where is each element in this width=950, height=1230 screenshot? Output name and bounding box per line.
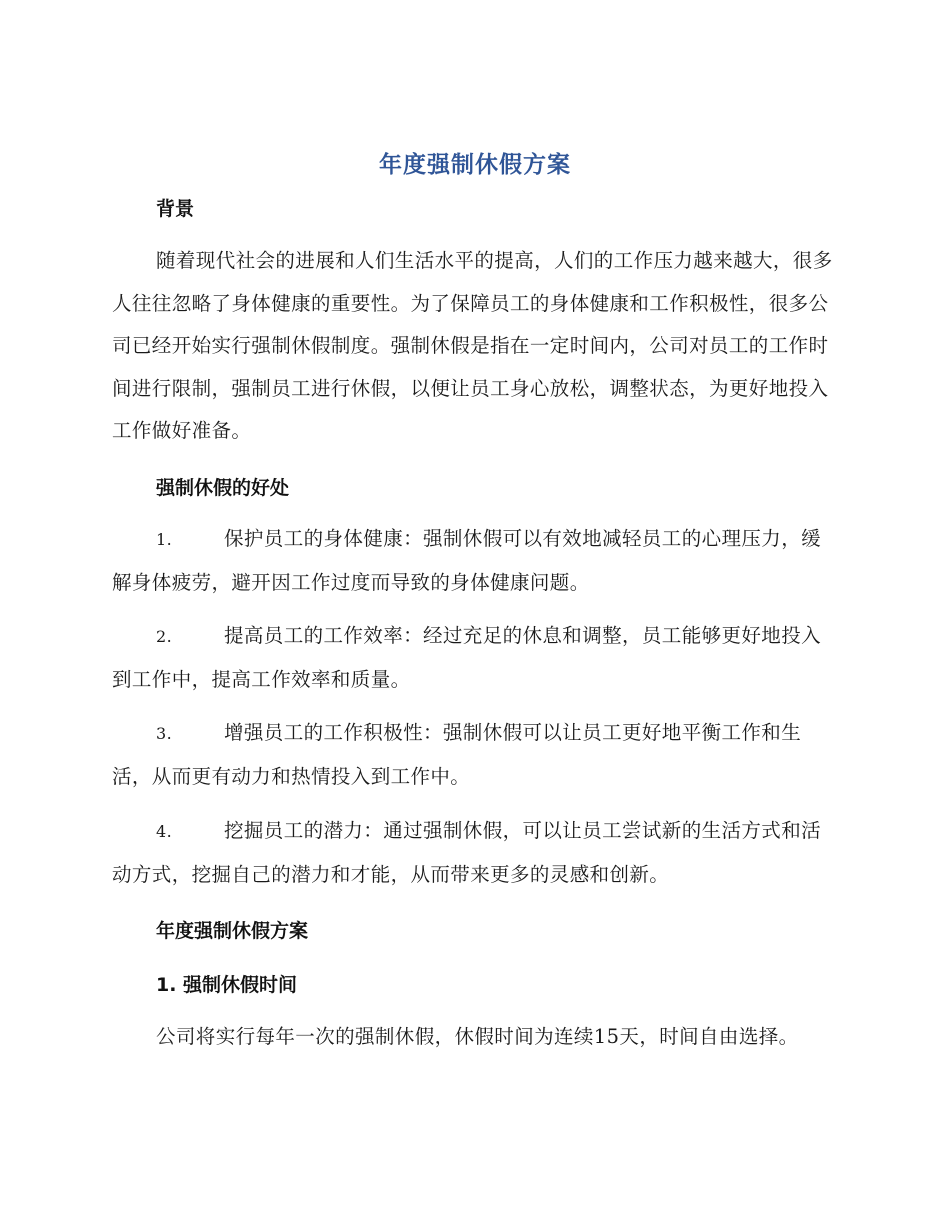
document-title: 年度强制休假方案 (379, 152, 571, 178)
list-text: 保护员工的身体健康：强制休假可以有效地减轻员工的心理压力，缓解身体疲劳，避开因工作过度而导致的身体健康问题。 (112, 527, 822, 594)
benefit-item-2 (112, 615, 834, 701)
benefit-item-3 (112, 712, 834, 798)
subheading-vacation-time: 1. 强制休假时间 (156, 974, 298, 996)
section-heading-background: 背景 (156, 198, 195, 220)
list-text: 挖掘员工的潜力：通过强制休假，可以让员工尝试新的生活方式和活动方式，挖掘自己的潜力和才能，从而带来更多的灵感和创新。 (112, 819, 822, 886)
list-number: 1. (156, 530, 173, 549)
list-text: 提高员工的工作效率：经过充足的休息和调整，员工能够更好地投入到工作中，提高工作效率和质量。 (112, 624, 822, 691)
section-heading-benefits: 强制休假的好处 (156, 477, 290, 499)
background-paragraph: 随着现代社会的进展和人们生活水平的提高，人们的工作压力越来越大，很多人往往忽略了身体健康的重要性。为了保障员工的身体健康和工作积极性，很多公司已经开始实行强制休假制度。强制休假是指在一定时间内，公司对员工的工作时间进行限制，强制员工进行休假，以便让员工身心放松，调整状态，为更好地投入工作做好准备。 (112, 249, 833, 442)
benefit-item-4 (112, 810, 834, 896)
list-text: 增强员工的工作积极性：强制休假可以让员工更好地平衡工作和生活，从而更有动力和热情投入到工作中。 (112, 721, 802, 788)
plan-paragraph: 公司将实行每年一次的强制休假，休假时间为连续15天，时间自由选择。 (156, 1025, 799, 1048)
list-number: 2. (156, 627, 173, 646)
list-number: 3. (156, 724, 173, 743)
section-heading-plan: 年度强制休假方案 (156, 920, 309, 942)
benefit-item-1 (112, 518, 834, 604)
list-number: 4. (156, 822, 173, 841)
